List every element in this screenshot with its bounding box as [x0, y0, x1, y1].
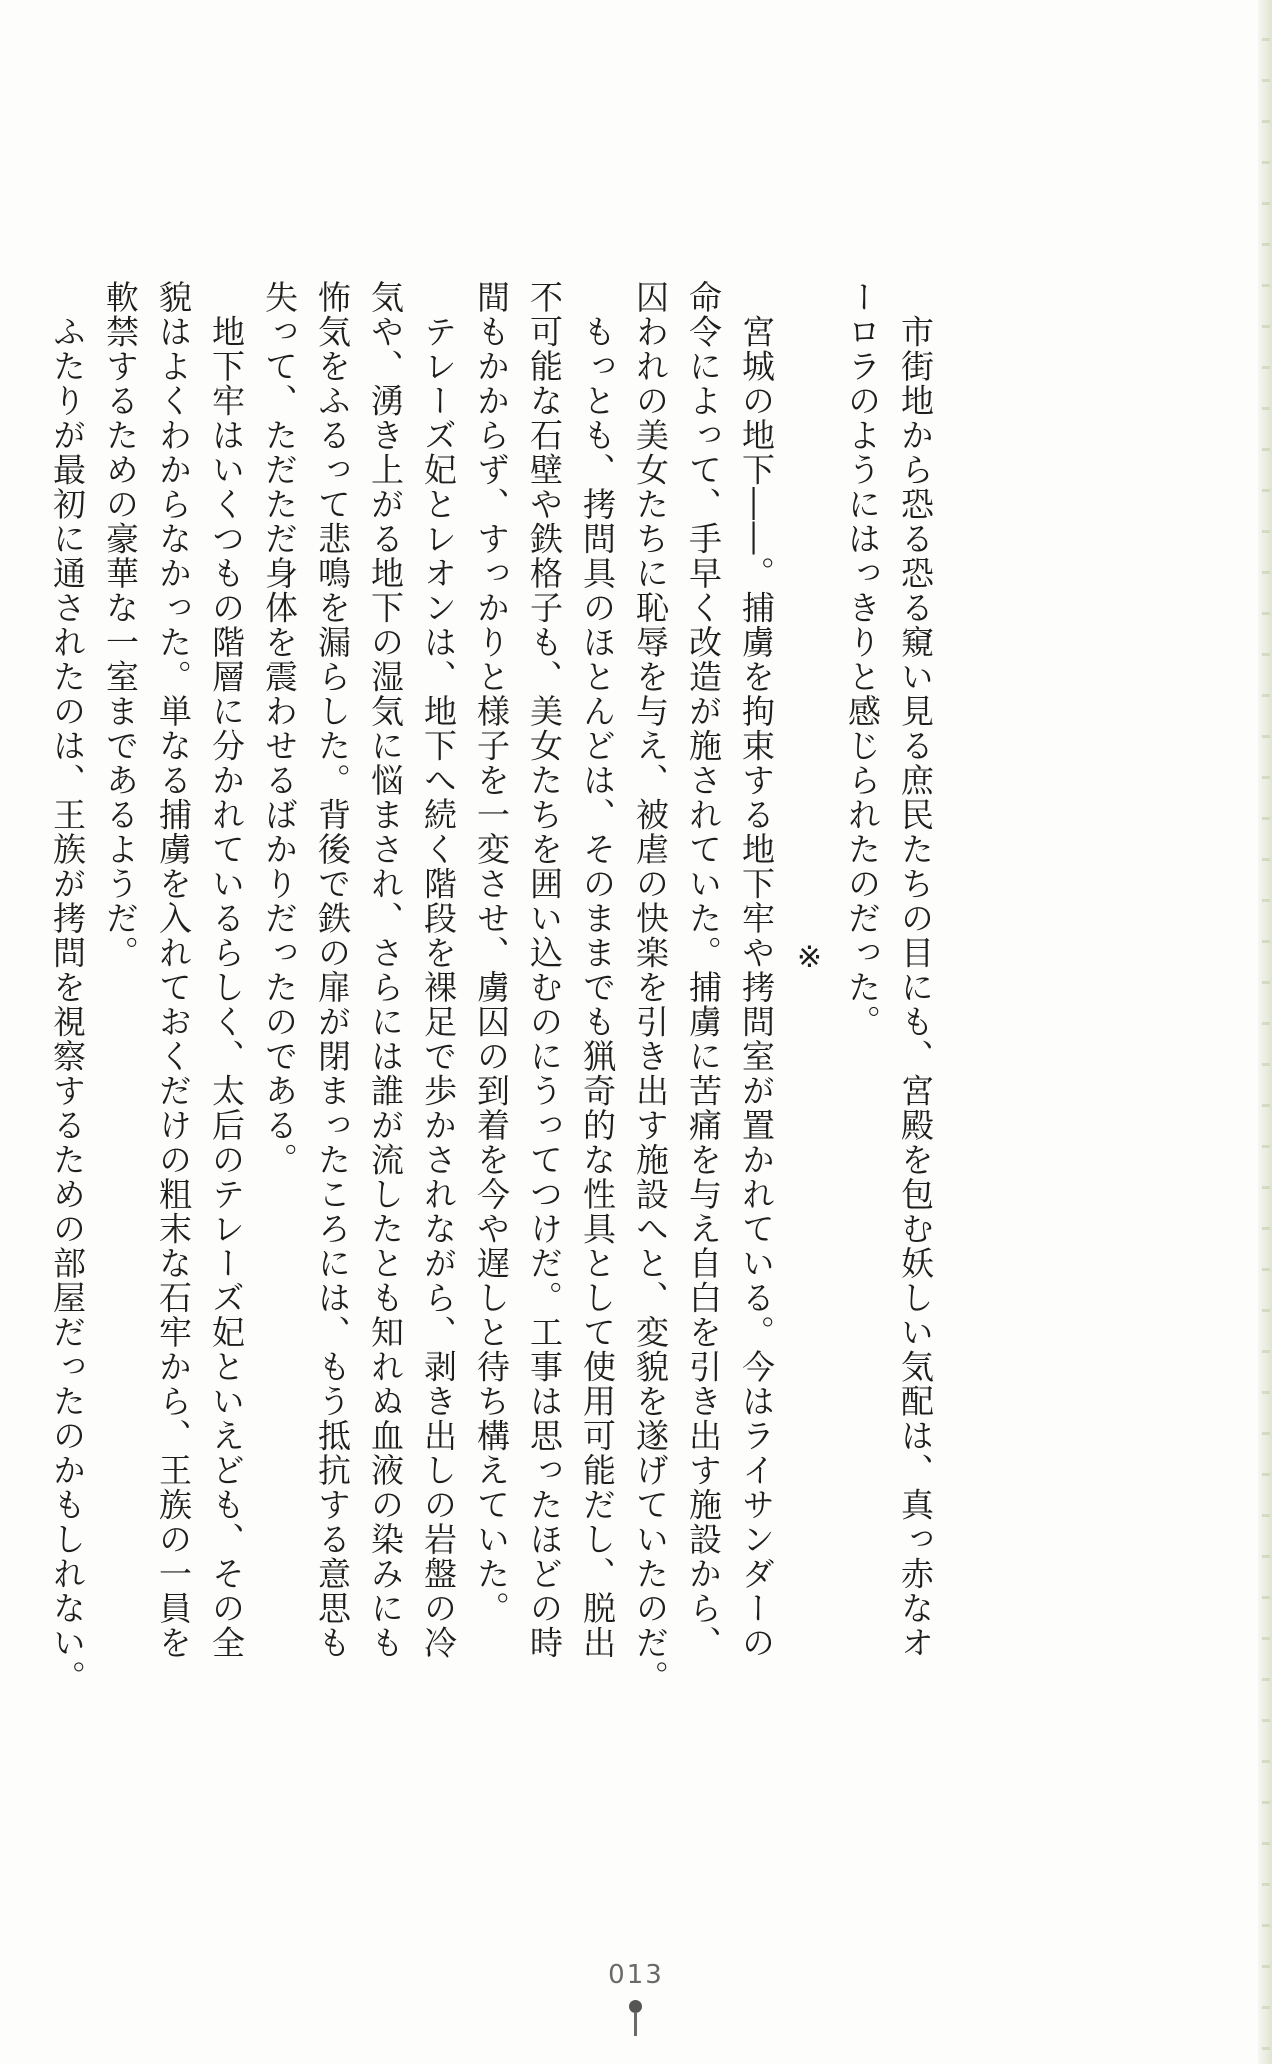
text-line: ーロラのようにはっきりと感じられたのだった。: [843, 280, 882, 1039]
vertical-text-body: [41, 280, 942, 1720]
text-line: 気や、湧き上がる地下の湿気に悩まされ、さらには誰が流したとも知れぬ血液の染みにも: [366, 280, 405, 1660]
text-line: 怖気をふるって悲鳴を漏らした。背後で鉄の扉が閉まったころには、もう抵抗する意思も: [313, 280, 352, 1660]
text-line: 軟禁するための豪華な一室まであるようだ。: [101, 280, 140, 970]
page-number-stem: [634, 2012, 637, 2036]
text-line: もっとも、拷問具のほとんどは、そのままでも猟奇的な性具として使用可能だし、脱出: [578, 280, 617, 1660]
text-line: 貌はよくわからなかった。単なる捕虜を入れておくだけの粗末な石牢から、王族の一員を: [154, 280, 193, 1660]
text-line: 宮城の地下――。捕虜を拘束する地下牢や拷問室が置かれている。今はライサンダーの: [737, 280, 776, 1660]
text-line: 間もかからず、すっかりと様子を一変させ、虜囚の到着を今や遅しと待ち構えていた。: [472, 280, 511, 1626]
text-line: 囚われの美女たちに恥辱を与え、被虐の快楽を引き出す施設へと、変貌を遂げていたのだ。: [631, 280, 670, 1695]
page-number: 013: [608, 1960, 664, 1990]
binding-stitch-marks: [1262, 0, 1270, 2064]
text-line: 命令によって、手早く改造が施されていた。捕虜に苦痛を与え自白を引き出す施設から、: [684, 280, 723, 1660]
section-separator: ※: [792, 940, 827, 977]
text-line: テレーズ妃とレオンは、地下へ続く階段を裸足で歩かされながら、剥き出しの岩盤の冷: [419, 280, 458, 1660]
text-line: 市街地から恐る恐る窺い見る庶民たちの目にも、宮殿を包む妖しい気配は、真っ赤なオ: [896, 280, 935, 1660]
text-line: 不可能な石壁や鉄格子も、美女たちを囲い込むのにうってつけだ。工事は思ったほどの時: [525, 280, 564, 1660]
text-line: 失って、ただただ身体を震わせるばかりだったのである。: [260, 280, 299, 1177]
text-line: ふたりが最初に通されたのは、王族が拷問を視察するための部屋だったのかもしれない。: [48, 280, 87, 1695]
text-line: 地下牢はいくつもの階層に分かれているらしく、太后のテレーズ妃といえども、その全: [207, 280, 246, 1660]
